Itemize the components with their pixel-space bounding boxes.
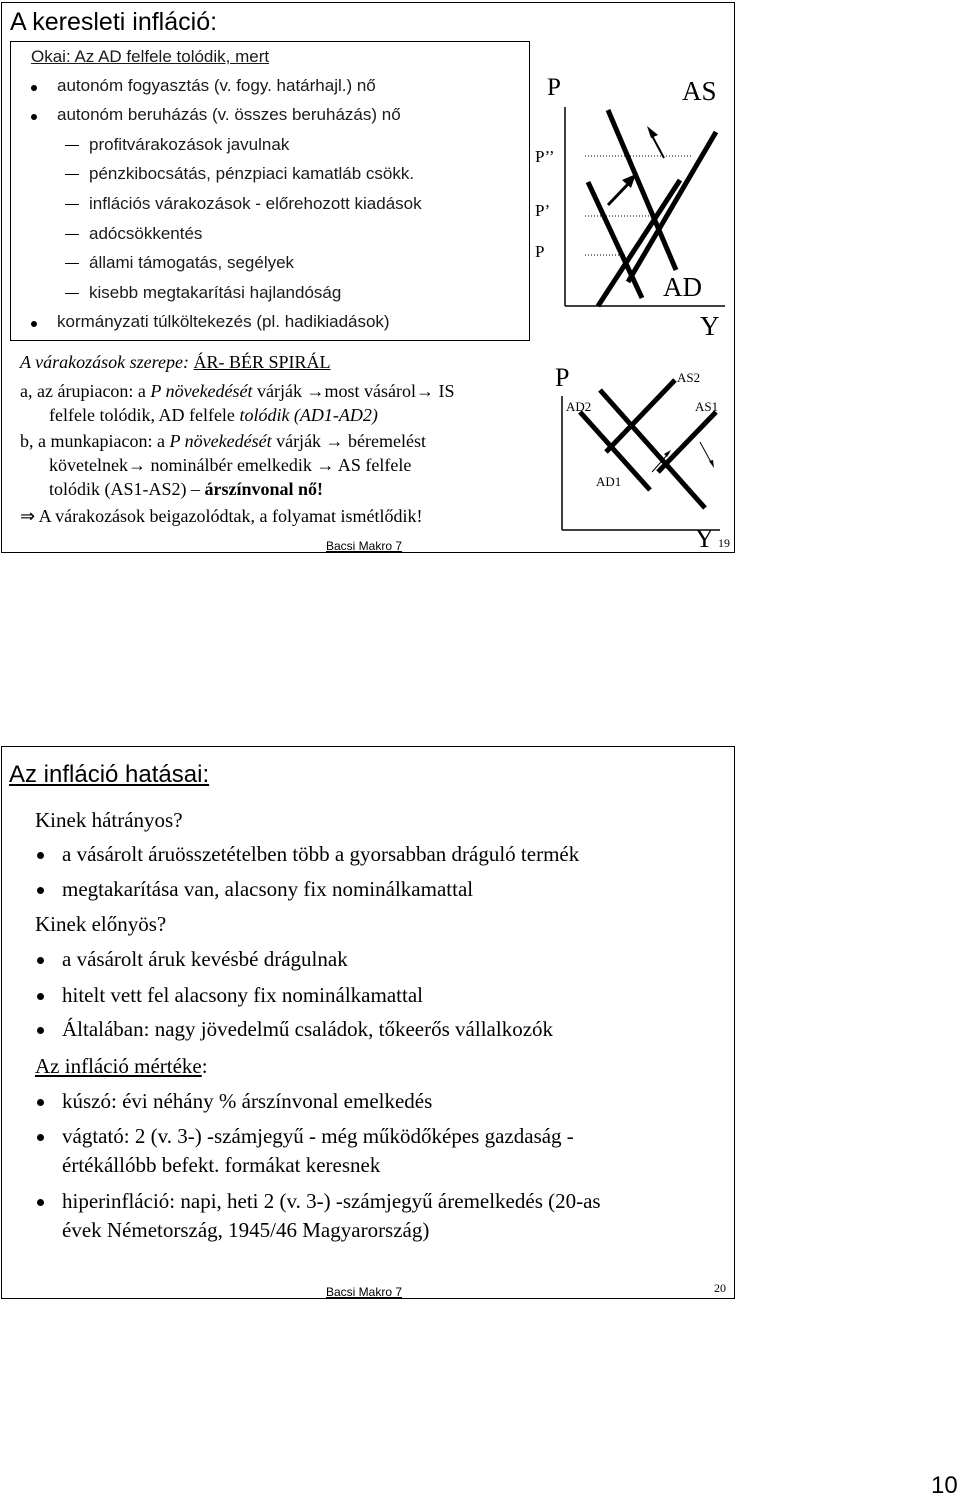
bullet-icon [37,1099,44,1106]
page-number: 10 [931,1472,958,1499]
cause-subitem: állami támogatás, segélyek [89,253,295,272]
dash-icon [65,204,79,205]
spiral-line-b1 [20,431,426,452]
as-label: AS [682,76,717,106]
cause-subitem: kisebb megtakarítási hajlandóság [89,283,342,302]
p-axis-label: P [547,74,561,101]
effect-item: megtakarítása van, alacsony fix nominálkamattal [62,877,474,901]
ad1-label: AD1 [596,474,622,489]
question-advantaged: Kinek előnyös? [35,912,167,936]
cause-item: autonóm beruházás (v. összes beruházás) nő [57,105,401,124]
cause-subitem: adócsökkentés [89,224,203,243]
text-italic: tolódik (AD1-AD2) [239,405,378,425]
effect-item: a vásárolt áruösszetételben több a gyorsabban dráguló termék [62,842,580,866]
bullet-icon [37,852,44,859]
bullet-icon [37,957,44,964]
as2-curve [606,380,675,452]
slide-20-title: Az infláció hatásai: [9,761,210,788]
arrow-head-icon [622,174,636,188]
text: várják → béremelést [271,431,427,451]
question-disadvantaged: Kinek hátrányos? [35,808,183,832]
rate-item-cont: értékállóbb befekt. formákat keresnek [62,1153,381,1177]
bullet-icon [31,114,37,120]
effect-item: hitelt vett fel alacsony fix nominálkamattal [62,983,423,1007]
text: várják →most vásárol→ IS [252,381,455,401]
text-italic: P növekedését [169,431,272,451]
slide-19-footer: Bacsi Makro 7 [326,539,403,553]
text: : [201,1054,208,1078]
slide-19-number: 19 [718,536,730,550]
bullet-icon [37,1027,44,1034]
rate-item: kúszó: évi néhány % árszínvonal emelkedés [62,1089,433,1113]
spiral-line-b2: követelnek→ nominálbér emelkedik → AS felfele [49,455,412,475]
dash-icon [65,293,79,294]
price-level-p0: P [535,242,545,261]
spiral-heading [20,352,331,373]
text-bold: árszínvonal nő! [200,479,324,499]
bullet-icon [31,85,37,91]
cause-subitem: inflációs várakozások - előrehozott kiadások [89,194,422,213]
bullet-icon [31,321,37,327]
slide-20-footer: Bacsi Makro 7 [326,1285,403,1299]
bullet-icon [37,1134,44,1141]
spiral-heading-italic: A várakozások szerepe: [20,352,189,372]
as-ad-graph [530,70,730,380]
text: felfele tolódik, AD felfele [49,405,240,425]
p-axis-label: P [555,363,570,392]
price-level-p1: P’ [535,201,551,220]
effect-item: Általában: nagy jövedelmű családok, tőkeerős vállalkozók [62,1017,554,1041]
arrow-head-icon [664,450,671,457]
bullet-icon [37,887,44,894]
dash-icon [65,145,79,146]
as1-label: AS1 [695,399,719,414]
text: Az infláció mértéke [35,1054,202,1078]
spiral-line-b3 [49,479,323,500]
cause-subitem: profitvárakozások javulnak [89,135,290,154]
arrow-head-icon [709,460,714,468]
spiral-conclusion: ⇒ A várakozások beigazolódtak, a folyamat ismétlődik! [20,506,423,526]
text: a, az árupiacon: a [20,381,151,401]
spiral-line-a1 [20,381,455,402]
cause-item: kormányzati túlköltekezés (pl. hadikiadások) [57,312,390,331]
slide-19-title: A keresleti infláció: [10,8,218,36]
price-level-p2: P’’ [535,147,555,166]
causes-heading: Okai: Az AD felfele tolódik, mert [31,47,270,66]
spiral-heading-rest: ÁR- BÉR SPIRÁL [193,352,331,372]
inflation-rate-heading [35,1054,208,1079]
ad2-label: AD2 [566,399,592,414]
as2-label: AS2 [677,370,701,385]
dash-icon [65,263,79,264]
bullet-icon [37,1199,44,1206]
dash-icon [65,234,79,235]
bullet-icon [37,993,44,1000]
text: b, a munkapiacon: a [20,431,170,451]
spiral-graph [540,360,740,553]
y-axis-label: Y [695,524,714,553]
spiral-line-a2 [49,405,378,426]
arrow-head-icon [647,126,658,138]
ad-shift-arrow [608,182,630,205]
ad-label: AD [663,272,702,302]
dash-icon [65,174,79,175]
rate-item: hiperinfláció: napi, heti 2 (v. 3-) -számjegyű áremelkedés (20-as [62,1189,601,1213]
text: tolódik (AS1-AS2) – [49,479,201,499]
y-axis-label: Y [700,311,720,341]
rate-item: vágtató: 2 (v. 3-) -számjegyű - még működőképes gazdaság - [62,1124,574,1148]
text-italic: P növekedését [150,381,253,401]
slide-20-number: 20 [714,1281,726,1295]
effect-item: a vásárolt áruk kevésbé drágulnak [62,947,348,971]
cause-item: autonóm fogyasztás (v. fogy. határhajl.) nő [57,76,376,95]
cause-subitem: pénzkibocsátás, pénzpiaci kamatláb csökk. [89,164,415,183]
rate-item-cont: évek Németország, 1945/46 Magyarország) [62,1218,430,1242]
